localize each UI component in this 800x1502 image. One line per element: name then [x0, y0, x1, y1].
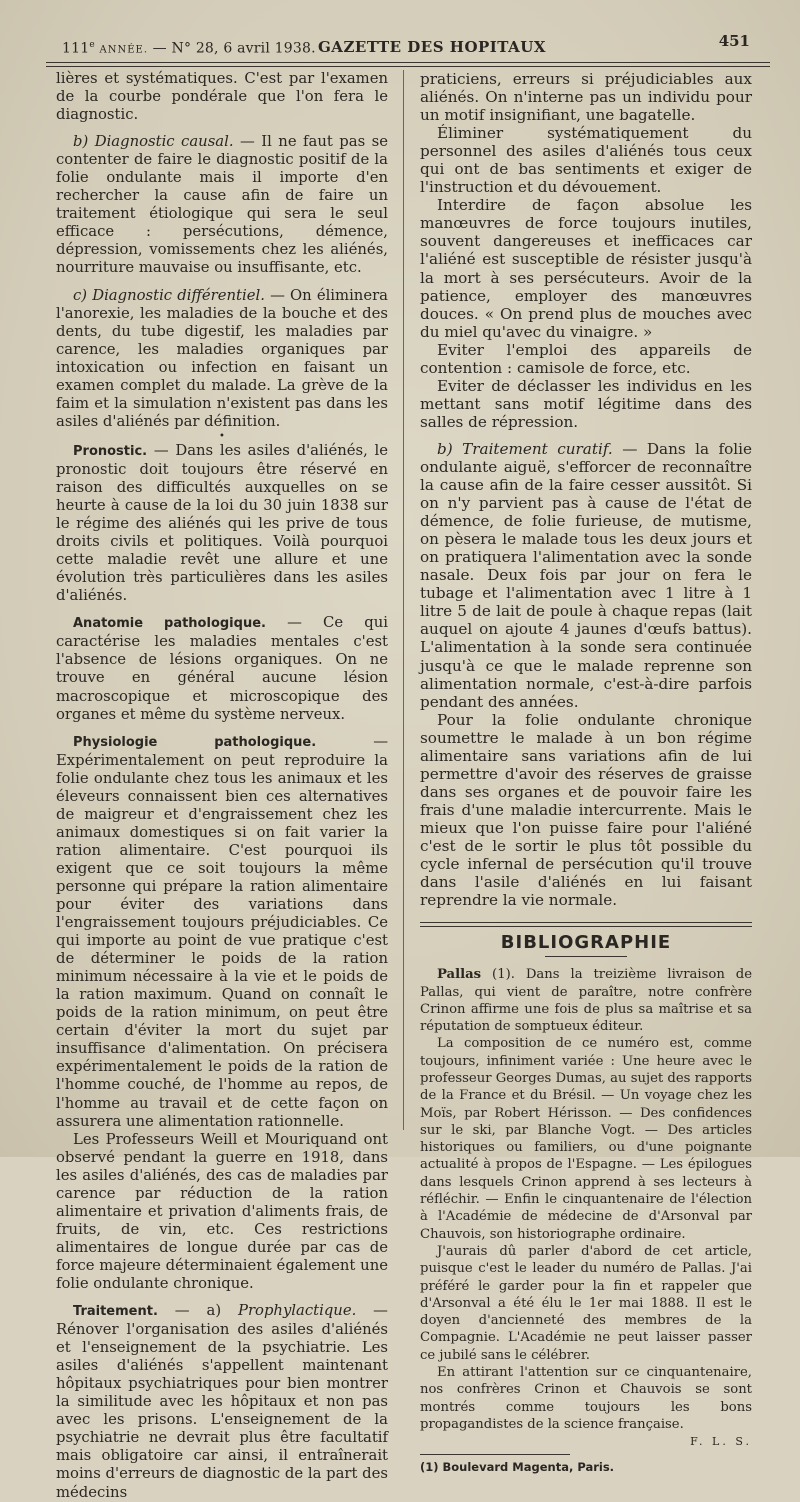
heading-differential-diagnosis: c) Diagnostic différentiel. — [73, 286, 265, 304]
paragraph-weight-curve: lières et systématiques. C'est par l'examen de la courbe pondérale que l'on fera le diagnostic. — [56, 70, 388, 124]
paragraph-prognosis: Pronostic. — Dans les asiles d'aliénés, le pronostic doit toujours être réservé en raison des difficultés auxquelles on se heurte à cause de la loi du 30 juin 1838 sur le régime des aliénés qui les prive de tous droits civils et politiques. Voilà pourquoi cette maladie revêt une allure et une évolution très particulières dans les asiles d'aliénés. — [56, 441, 388, 605]
heading-causal-diagnosis: b) Diagnostic causal. — [73, 133, 234, 151]
footnote-address: (1) Boulevard Magenta, Paris. — [420, 1460, 615, 1475]
heading-treatment: Traitement. — [73, 1304, 158, 1320]
header-rule-top — [46, 62, 770, 63]
paragraph-weill-mouriquand: Les Professeurs Weill et Mouriquand ont observé pendant la guerre en 1918, dans les asiles d'aliénés, des cas de maladies par carence par réduction de la ration alimentaire et privation d'aliments frais, de fruits, de vin, etc. Ces restrictions alimentaires de longue durée par cas de force majeure déterminaient également une folie ondulante chronique. — [56, 1130, 388, 1292]
header-rule-bottom — [46, 66, 770, 67]
bibliography-closing: En attirant l'attention sur ce cinquantenaire, nos confrères Crinon et Chauvois se sont montrés comme toujours les bons propagandistes de la science française. — [420, 1365, 752, 1432]
bibliography-title: BIBLIOGRAPHIE — [500, 932, 672, 954]
heading-pathological-physiology: Physiologie pathologique. — [73, 734, 317, 750]
paragraph-avoid-restraint: Eviter l'emploi des appareils de contention : camisole de force, etc. — [420, 340, 752, 377]
bibliography-signature: F. L. S. — [690, 1435, 752, 1449]
issue-date: — N° 28, 6 avril 1938. — [152, 40, 316, 57]
paragraph-causal-diagnosis: b) Diagnostic causal. — Il ne faut pas se contenter de faire le diagnostic positif de la folie ondulante mais il importe d'en rechercher la cause afin de faire un traitement étiologique qui sera le seul efficace : persécutions, démence, dépression, vomissements chez les aliénés, nourriture mauvaise ou insuffisante, etc. — [56, 133, 388, 277]
heading-pathological-anatomy: Anatomie pathologique. — [73, 616, 266, 632]
journal-title: GAZETTE DES HOPITAUX — [318, 38, 547, 56]
heading-curative-treatment: b) Traitement curatif. — [437, 439, 613, 458]
paragraph-pathological-physiology: Physiologie pathologique. — Expérimentalement on peut reproduire la folie ondulante chez tous les animaux et les éleveurs connaissent bien ces alternatives de maigreur et d'engraissement chez les animaux domestiques si on fait varier la ration alimentaire. C'est pourquoi ils exigent que ce soit toujours la même personne qui prépare la ration alimentaire pour éviter des variations dans l'engraissement toujours préjudiciables. Ce qui importe au point de vue pratique c'est de déterminer le poids de la ration minimum nécessaire à la vie et le poids de la ration maximum. Quand on connaît le poids de la ration minimum, on peut être certain d'éviter la mort du sujet par insuffisance d'alimentation. On précisera expérimentalement le poids de la ration de l'homme couché, de l'homme au repos, de l'homme au travail et de cette façon on assurera une alimentation rationnelle. — [56, 732, 388, 1130]
paragraph-avoid-declassing: Eviter de déclasser les individus en les mettant sans motif légitime dans des salles de répression. — [420, 376, 752, 431]
bibliography-pallas-label: Pallas — [437, 967, 482, 983]
footnote-rule — [420, 1454, 570, 1455]
paragraph-pathological-anatomy: Anatomie pathologique. — Ce qui caractérise les maladies mentales c'est l'absence de lésions organiques. On ne trouve en général aucune lésion macroscopique et microscopique des organes et même du système nerveux. — [56, 614, 388, 723]
left-column — [56, 70, 388, 1502]
column-divider — [403, 70, 404, 1130]
issue-info — [62, 40, 316, 57]
paragraph-treatment: Traitement. — a) Prophylactique. — Rénover l'organisation des asiles d'aliénés et l'enseignement de la psychiatrie. Les asiles d'aliénés s'appellent maintenant hôpitaux psychiatriques pour bien montrer la similitude avec les hôpitaux et non pas avec les prisons. L'enseignement de la psychiatrie ne devrait plus être facultatif mais obligatoire car ainsi, il entraînerait moins d'erreurs de diagnostic de la part des médecins — [56, 1302, 388, 1501]
paragraph-forbid-force: Interdire de façon absolue les manœuvres de force toujours inutiles, souvent dangereuses et inefficaces car l'aliéné est susceptible de résister jusqu'à la mort à ses persécuteurs. Avoir de la patience, employer des manœuvres douces. « On prend plus de mouches avec du miel qu'avec du vinaigre. » — [420, 196, 752, 341]
paragraph-differential-diagnosis: c) Diagnostic différentiel. — On éliminera l'anorexie, les maladies de la bouche et des dents, du tube digestif, les maladies par carence, les maladies organiques par intoxication ou infection en faisant un examen complet du malade. La grève de la faim et la simulation n'existent pas dans les asiles d'aliénés par définition. — [56, 286, 388, 430]
bibliography-contents: La composition de ce numéro est, comme toujours, infiniment variée : Une heure avec le professeur Georges Dumas, au sujet des rapports de la France et du Brésil. — Un voyage chez les Moïs, par Robert Hérisson. — Des confidences sur le ski, par Blanche Vogt. — Des articles historiques ou familiers, ou d'une poignante actualité à propos de l'Espagne. — Les épilogues dans lesquels Crinon apprend à ses lecteurs à réfléchir. — Enfin le cinquantenaire de l'élection à l'Académie de médecine de d'Arsonval par Chauvois, son historiographe ordinaire. — [420, 1036, 752, 1242]
bibliography-arsonval: J'aurais dû parler d'abord de cet article, puisque c'est le leader du numéro de Pallas. J'ai préféré le garder pour la fin et rappeler que d'Arsonval a été élu le 1er mai 1888. Il est le doyen d'ancienneté des membres de la Compagnie. L'Académie ne peut laisser passer ce jubilé sans le célébrer. — [420, 1243, 752, 1363]
paragraph-eliminate-staff: Éliminer systématiquement du personnel des asiles d'aliénés tous ceux qui ont de bas sentiments et exiger de l'instruction et du dévouement. — [420, 124, 752, 197]
section-separator: • — [219, 430, 225, 442]
paragraph-curative-treatment: b) Traitement curatif. — Dans la folie ondulante aiguë, s'efforcer de reconnaître la cause afin de la faire cesser aussitôt. Si on n'y parvient pas à cause de l'état de démence, de folie furieuse, de mutisme, on pèsera le malade tous les deux jours et on pratiquera l'alimentation avec la sonde nasale. Deux fois par jour on fera le tubage et l'alimentation avec 1 litre à 1 litre 5 de lait de poule à chaque repas (lait auquel on ajoute 4 jaunes d'œufs battus). L'alimentation à la sonde sera continuée jusqu'à ce que le malade reprenne son alimentation normale, c'est-à-dire parfois pendant des années. — [420, 439, 752, 711]
paragraph-practitioners: praticiens, erreurs si préjudiciables aux aliénés. On n'interne pas un individu pour un motif insignifiant, une bagatelle. — [420, 70, 752, 125]
right-column — [420, 70, 752, 1476]
page-number: 451 — [718, 32, 750, 50]
bibliography-pallas-intro: Pallas (1). Dans la treizième livraison de Pallas, qui vient de paraître, notre confrère Crinon affirme une fois de plus sa maîtrise et sa réputation de somptueux éditeur. — [420, 967, 752, 1035]
year-word: ANNÉE. — [99, 44, 149, 56]
bibliography-double-rule — [420, 922, 752, 927]
heading-prognosis: Pronostic. — [73, 443, 148, 459]
heading-prophylactic: Prophylactique. — [238, 1302, 357, 1320]
year-ordinal: e — [89, 40, 95, 50]
page-header — [40, 32, 768, 58]
bibliography-title-rule — [545, 956, 627, 957]
paragraph-chronic-form: Pour la folie ondulante chronique soumettre le malade à un bon régime alimentaire sans variations afin de lui permettre d'avoir des réserves de graisse dans ses organes et de pouvoir faire les frais d'une maladie intercurrente. Mais le mieux que l'on puisse faire pour l'aliéné c'est de le sortir le plus tôt possible du cycle infernal de persécution qu'il trouve dans l'asile d'aliénés en lui faisant reprendre la vie normale. — [420, 710, 752, 910]
year-number: 111 — [62, 40, 90, 57]
